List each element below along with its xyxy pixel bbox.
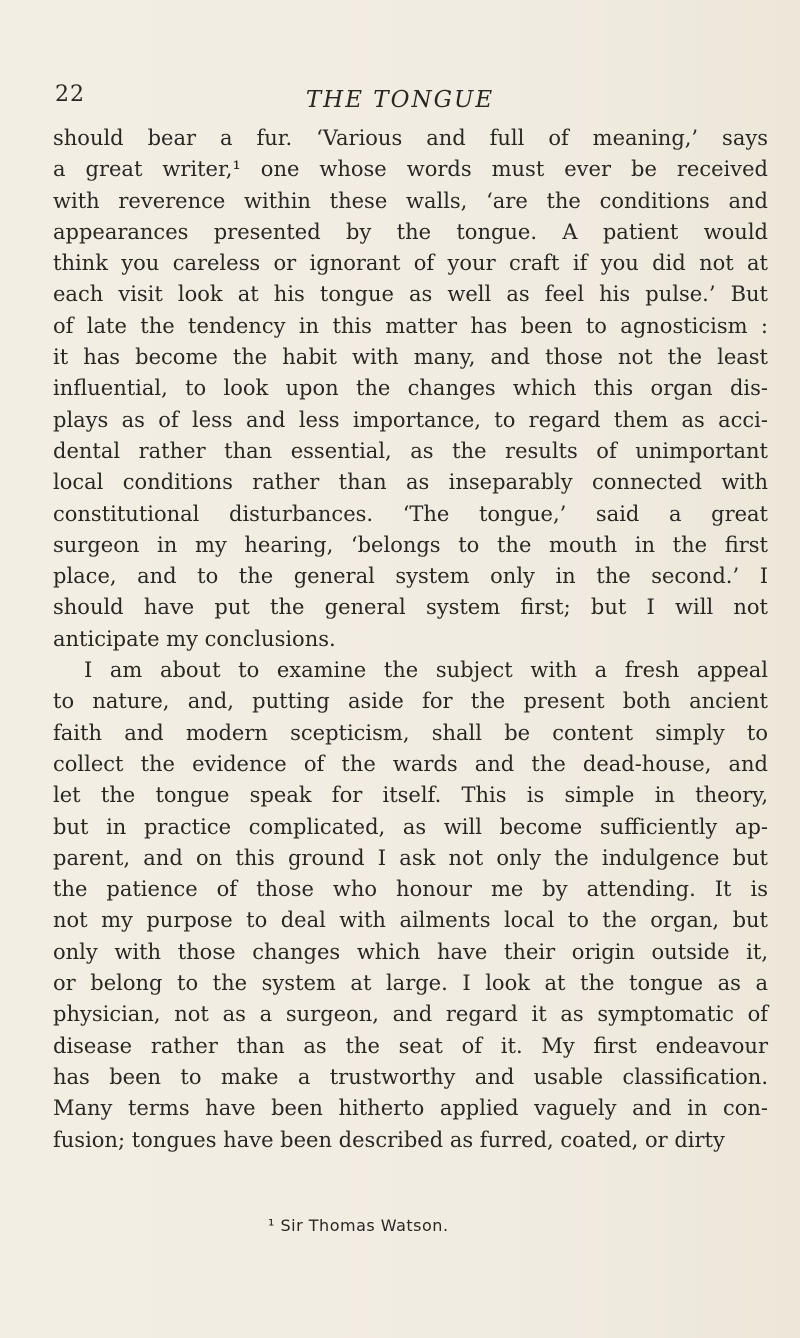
text-line: of late the tendency in this matter has been to agnosticism : xyxy=(53,313,768,338)
footnote-marker: ¹ xyxy=(268,1216,275,1235)
text-line: collect the evidence of the wards and the dead-house, and xyxy=(53,751,768,776)
text-line: it has become the habit with many, and those not the least xyxy=(53,345,768,370)
text-line: has been to make a trustworthy and usable classification. xyxy=(53,1064,768,1089)
text-line: only with those changes which have their origin outside it, xyxy=(53,939,768,964)
text-line: with reverence within these walls, ‘are the conditions and xyxy=(53,188,768,213)
text-line: influential, to look upon the changes which this organ dis- xyxy=(53,376,768,401)
text-line: a great writer,¹ one whose words must ever be received xyxy=(53,157,768,182)
text-line: plays as of less and less importance, to regard them as acci- xyxy=(53,407,768,432)
text-line: Many terms have been hitherto applied vaguely and in con- xyxy=(53,1096,768,1121)
text-line: should have put the general system first; but I will not xyxy=(53,595,768,620)
body-text xyxy=(53,123,768,1156)
page-number: 22 xyxy=(55,82,85,107)
text-line: not my purpose to deal with ailments local to the organ, but xyxy=(53,908,768,933)
text-line: dental rather than essential, as the results of unimportant xyxy=(53,438,768,463)
text-line: parent, and on this ground I ask not only the indulgence but xyxy=(53,845,768,870)
text-line: fusion; tongues have been described as furred, coated, or dirty xyxy=(53,1127,725,1152)
text-line: place, and to the general system only in the second.’ I xyxy=(53,564,768,589)
text-line: I am about to examine the subject with a fresh appeal xyxy=(84,658,768,683)
text-line: physician, not as a surgeon, and regard it as symptomatic of xyxy=(53,1002,768,1027)
text-line: let the tongue speak for itself. This is simple in theory, xyxy=(53,783,768,808)
text-line: or belong to the system at large. I look at the tongue as a xyxy=(53,971,768,996)
text-line: disease rather than as the seat of it. My first endeavour xyxy=(53,1033,768,1058)
text-line: think you careless or ignorant of your craft if you did not at xyxy=(53,251,768,276)
footnote xyxy=(268,1216,449,1235)
running-head: THE TONGUE xyxy=(305,87,495,113)
text-line: should bear a fur. ‘Various and full of meaning,’ says xyxy=(53,126,768,150)
text-line: to nature, and, putting aside for the present both ancient xyxy=(53,689,768,714)
text-line: but in practice complicated, as will become sufficiently ap- xyxy=(53,814,768,839)
text-line: appearances presented by the tongue. A patient would xyxy=(53,219,768,244)
text-line: faith and modern scepticism, shall be content simply to xyxy=(53,720,768,745)
text-line: each visit look at his tongue as well as feel his pulse.’ But xyxy=(53,282,768,307)
text-line: constitutional disturbances. ‘The tongue,’ said a great xyxy=(53,501,768,526)
paragraphs xyxy=(53,123,768,1156)
text-line: anticipate my conclusions. xyxy=(53,626,336,651)
text-line: surgeon in my hearing, ‘belongs to the mouth in the first xyxy=(53,532,768,557)
footnote-text: Sir Thomas Watson. xyxy=(280,1216,449,1235)
text-line: the patience of those who honour me by attending. It is xyxy=(53,877,768,902)
text-line: local conditions rather than as inseparably connected with xyxy=(53,470,768,495)
